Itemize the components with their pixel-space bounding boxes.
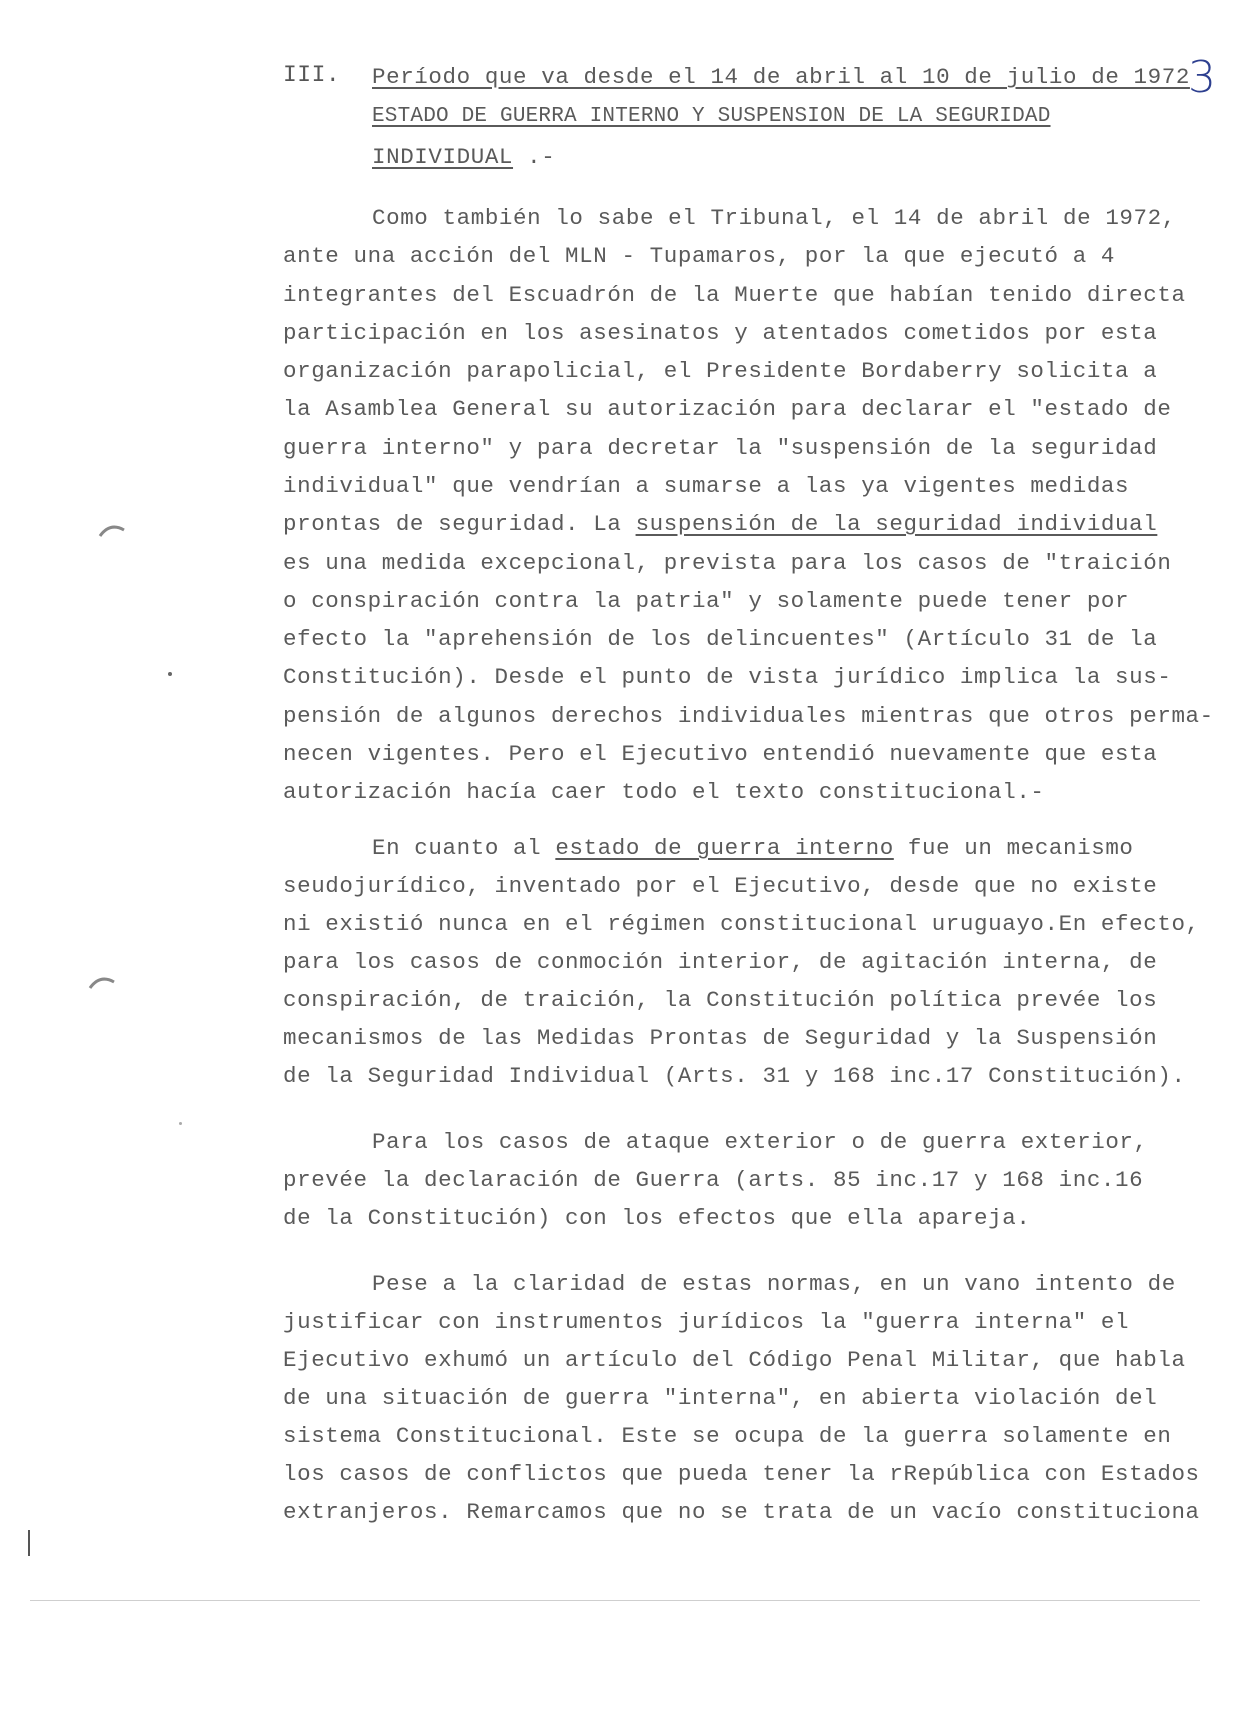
heading-underlined-word: INDIVIDUAL (372, 144, 514, 170)
p1-line9-text: prontas de seguridad. La (283, 511, 636, 537)
p2-line: ni existió nunca en el régimen constitucional uruguayo.En efecto, (283, 911, 1200, 937)
heading-line-2: ESTADO DE GUERRA INTERNO Y SUSPENSION DE LA SEGURIDAD (372, 105, 1051, 128)
p1-line: individual" que vendrían a sumarse a las ya vigentes medidas (283, 473, 1130, 499)
p1-line: es una medida excepcional, prevista para los casos de "traición (283, 550, 1172, 576)
p1-line: organización parapolicial, el Presidente Bordaberry solicita a (283, 358, 1158, 384)
p1-line: efecto la "aprehensión de los delincuentes" (Artículo 31 de la (283, 626, 1158, 652)
p1-line: o conspiración contra la patria" y solamente puede tener por (283, 588, 1130, 614)
p2-line: mecanismos de las Medidas Prontas de Seguridad y la Suspensión (283, 1025, 1158, 1051)
p1-line: autorización hacía caer todo el texto constitucional.- (283, 779, 1045, 805)
p3-line: prevée la declaración de Guerra (arts. 85 inc.17 y 168 inc.16 (283, 1167, 1144, 1193)
p4-line: de una situación de guerra "interna", en abierta violación del (283, 1385, 1158, 1411)
p4-line: justificar con instrumentos jurídicos la "guerra interna" el (283, 1309, 1130, 1335)
p4-line: Ejecutivo exhumó un artículo del Código Penal Militar, que habla (283, 1347, 1186, 1373)
page-number: 3 (1188, 52, 1216, 103)
p2-underlined-term: estado de guerra interno (555, 835, 894, 861)
punch-hole-mark (98, 520, 128, 540)
p4-line: los casos de conflictos que pueda tener la rRepública con Estados (283, 1461, 1200, 1487)
p4-line: sistema Constitucional. Este se ocupa de la guerra solamente en (283, 1423, 1172, 1449)
p1-line (283, 513, 1157, 536)
punch-hole-mark (88, 972, 118, 992)
speck (179, 1122, 182, 1125)
p2-line (372, 837, 1134, 860)
speck (168, 672, 172, 676)
p1-line: necen vigentes. Pero el Ejecutivo entendió nuevamente que esta (283, 741, 1158, 767)
p1-line: pensión de algunos derechos individuales mientras que otros perma- (283, 703, 1214, 729)
p1-line: Constitución). Desde el punto de vista jurídico implica la sus- (283, 664, 1172, 690)
p1-underlined-term: suspensión de la seguridad individual (635, 511, 1158, 537)
p2-line: para los casos de conmoción interior, de agitación interna, de (283, 949, 1158, 975)
p3-line: Para los casos de ataque exterior o de guerra exterior, (372, 1129, 1148, 1155)
heading-line-3 (372, 146, 555, 169)
p1-line: la Asamblea General su autorización para declarar el "estado de (283, 396, 1172, 422)
p4-line: Pese a la claridad de estas normas, en un vano intento de (372, 1271, 1176, 1297)
p2-line: seudojurídico, inventado por el Ejecutivo, desde que no existe (283, 873, 1158, 899)
heading-tail: .- (513, 144, 556, 170)
p2-line1-post: fue un mecanismo (893, 835, 1134, 861)
scan-edge-line (30, 1600, 1200, 1601)
section-number: III. (283, 62, 341, 88)
p1-line: guerra interno" y para decretar la "suspensión de la seguridad (283, 435, 1158, 461)
p1-line: participación en los asesinatos y atentados cometidos por esta (283, 320, 1158, 346)
p4-line: extranjeros. Remarcamos que no se trata de un vacío constituciona (283, 1499, 1200, 1525)
p1-line: integrantes del Escuadrón de la Muerte que habían tenido directa (283, 282, 1186, 308)
p2-line: conspiración, de traición, la Constitución política prevée los (283, 987, 1158, 1013)
p1-line: ante una acción del MLN - Tupamaros, por la que ejecutó a 4 (283, 243, 1116, 269)
p2-line1-pre: En cuanto al (372, 835, 556, 861)
p1-line: Como también lo sabe el Tribunal, el 14 de abril de 1972, (372, 205, 1176, 231)
p3-line: de la Constitución) con los efectos que ella apareja. (283, 1205, 1031, 1231)
edge-mark (28, 1530, 30, 1556)
p2-line: de la Seguridad Individual (Arts. 31 y 168 inc.17 Constitución). (283, 1063, 1186, 1089)
heading-line-1: Período que va desde el 14 de abril al 10 de julio de 1972 (372, 64, 1190, 90)
